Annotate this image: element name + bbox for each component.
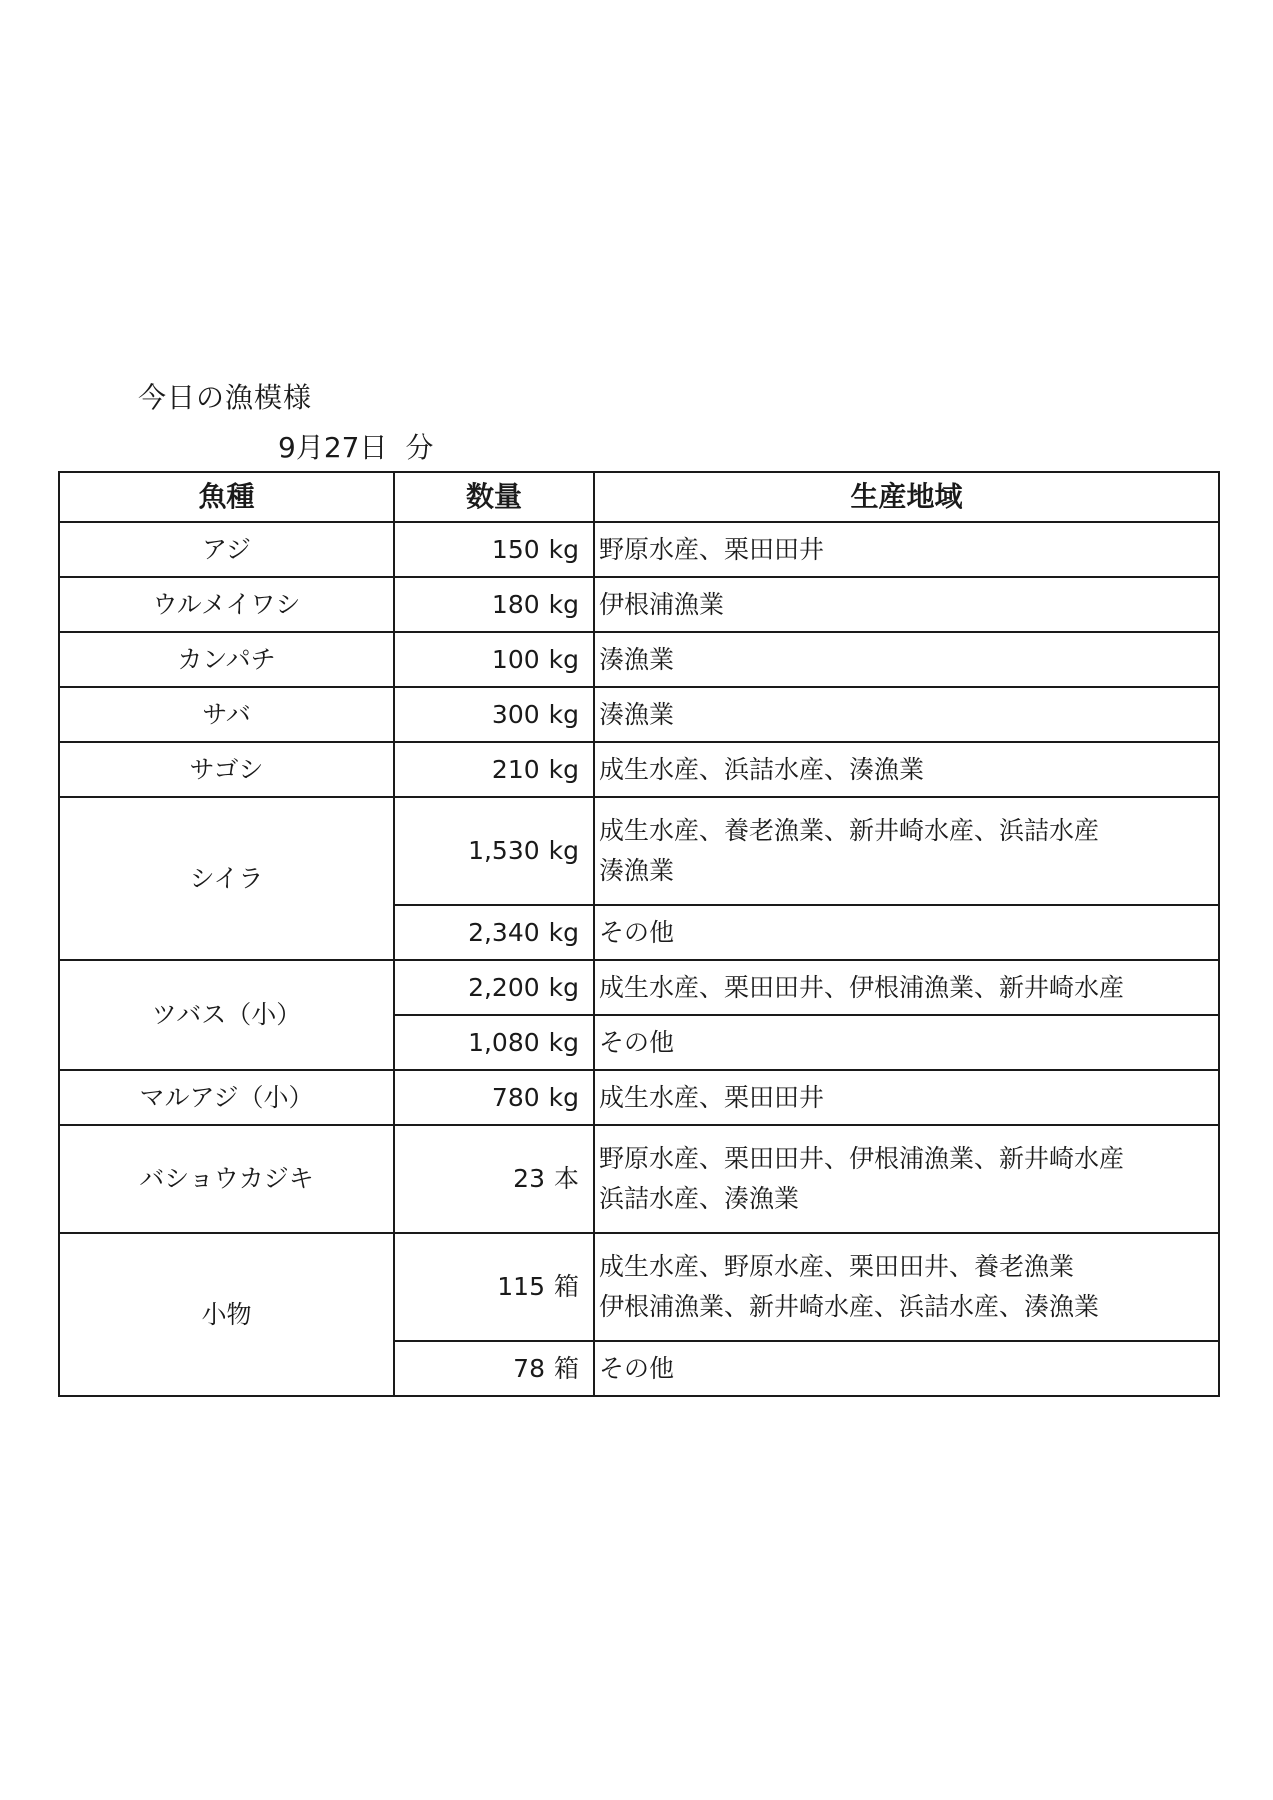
area-cell [594,687,1219,742]
area-line: 伊根浦漁業 [599,589,725,619]
quantity-unit: kg [548,1027,579,1057]
quantity-cell [394,1341,594,1396]
quantity-unit: kg [548,917,579,947]
quantity-unit: kg [548,699,579,729]
quantity-unit: 箱 [553,1272,579,1301]
quantity-amount: 115 [497,1272,545,1301]
area-cell [594,522,1219,577]
area-line: 野原水産、栗田田井 [599,534,825,564]
area-line: その他 [599,1353,675,1383]
quantity-cell [394,742,594,797]
quantity-cell [394,960,594,1015]
quantity-amount: 78 [513,1353,545,1383]
species-cell: ツバス（小） [59,960,394,1070]
quantity-unit: kg [548,1082,579,1112]
species-cell: カンパチ [59,632,394,687]
quantity-unit: kg [548,589,579,619]
quantity-unit: kg [548,534,579,564]
area-cell [594,1015,1219,1070]
quantity-amount: 210 [491,754,540,784]
area-line: 野原水産、栗田田井、伊根浦漁業、新井崎水産 [599,1144,1125,1173]
report-date-suffix: 分 [405,431,434,464]
quantity-cell [394,577,594,632]
table-row [59,687,1219,742]
quantity-cell [394,687,594,742]
quantity-cell [394,522,594,577]
area-line: 湊漁業 [599,699,675,729]
table-row [59,797,1219,905]
table-row [59,742,1219,797]
quantity-unit: kg [548,836,579,865]
table-row [59,522,1219,577]
quantity-amount: 180 [491,589,540,619]
species-cell: サバ [59,687,394,742]
quantity-unit: 箱 [553,1353,579,1383]
quantity-amount: 1,530 [468,836,540,865]
area-line: 成生水産、養老漁業、新井崎水産、浜詰水産 [599,816,1100,845]
area-line: 成生水産、栗田田井、伊根浦漁業、新井崎水産 [599,972,1125,1002]
table-row [59,577,1219,632]
area-line: 伊根浦漁業、新井崎水産、浜詰水産、湊漁業 [599,1292,1100,1321]
quantity-cell [394,1015,594,1070]
species-cell: 小物 [59,1233,394,1396]
quantity-amount: 2,340 [468,917,540,947]
species-cell: サゴシ [59,742,394,797]
species-cell: アジ [59,522,394,577]
quantity-cell [394,1070,594,1125]
header-quantity: 数量 [394,472,594,522]
area-cell [594,742,1219,797]
table-row [59,1070,1219,1125]
area-cell [594,1233,1219,1341]
table-row [59,1233,1219,1341]
quantity-unit: 本 [553,1164,579,1193]
catch-table [58,471,1220,1397]
quantity-unit: kg [548,972,579,1002]
species-cell: マルアジ（小） [59,1070,394,1125]
quantity-cell [394,797,594,905]
area-cell [594,1341,1219,1396]
area-line: 湊漁業 [599,856,675,885]
quantity-unit: kg [548,644,579,674]
quantity-amount: 780 [491,1082,540,1112]
quantity-amount: 23 [513,1164,545,1193]
area-line: 成生水産、浜詰水産、湊漁業 [599,754,925,784]
quantity-cell [394,905,594,960]
area-cell [594,1070,1219,1125]
quantity-cell [394,632,594,687]
area-cell [594,905,1219,960]
area-line: 浜詰水産、湊漁業 [599,1184,800,1213]
species-cell: シイラ [59,797,394,960]
area-line: その他 [599,1027,675,1057]
area-cell [594,577,1219,632]
table-row [59,1125,1219,1233]
quantity-unit: kg [548,754,579,784]
area-cell [594,960,1219,1015]
area-cell [594,1125,1219,1233]
quantity-cell [394,1233,594,1341]
area-cell [594,632,1219,687]
area-line: 湊漁業 [599,644,675,674]
table-row [59,960,1219,1015]
area-line: 成生水産、野原水産、栗田田井、養老漁業 [599,1252,1075,1281]
page-title: 今日の漁模様 [138,381,313,414]
table-body [59,522,1219,1396]
area-cell [594,797,1219,905]
quantity-amount: 100 [491,644,540,674]
quantity-amount: 1,080 [468,1027,540,1057]
quantity-cell [394,1125,594,1233]
area-line: 成生水産、栗田田井 [599,1082,825,1112]
report-date-value: 9月27日 [278,431,388,464]
quantity-amount: 300 [491,699,540,729]
species-cell: バショウカジキ [59,1125,394,1233]
quantity-amount: 150 [491,534,540,564]
table-row [59,632,1219,687]
quantity-amount: 2,200 [468,972,540,1002]
header-species: 魚種 [59,472,394,522]
header-area: 生産地域 [594,472,1219,522]
area-line: その他 [599,917,675,947]
table-header-row [59,472,1219,522]
report-date [278,428,433,468]
species-cell: ウルメイワシ [59,577,394,632]
